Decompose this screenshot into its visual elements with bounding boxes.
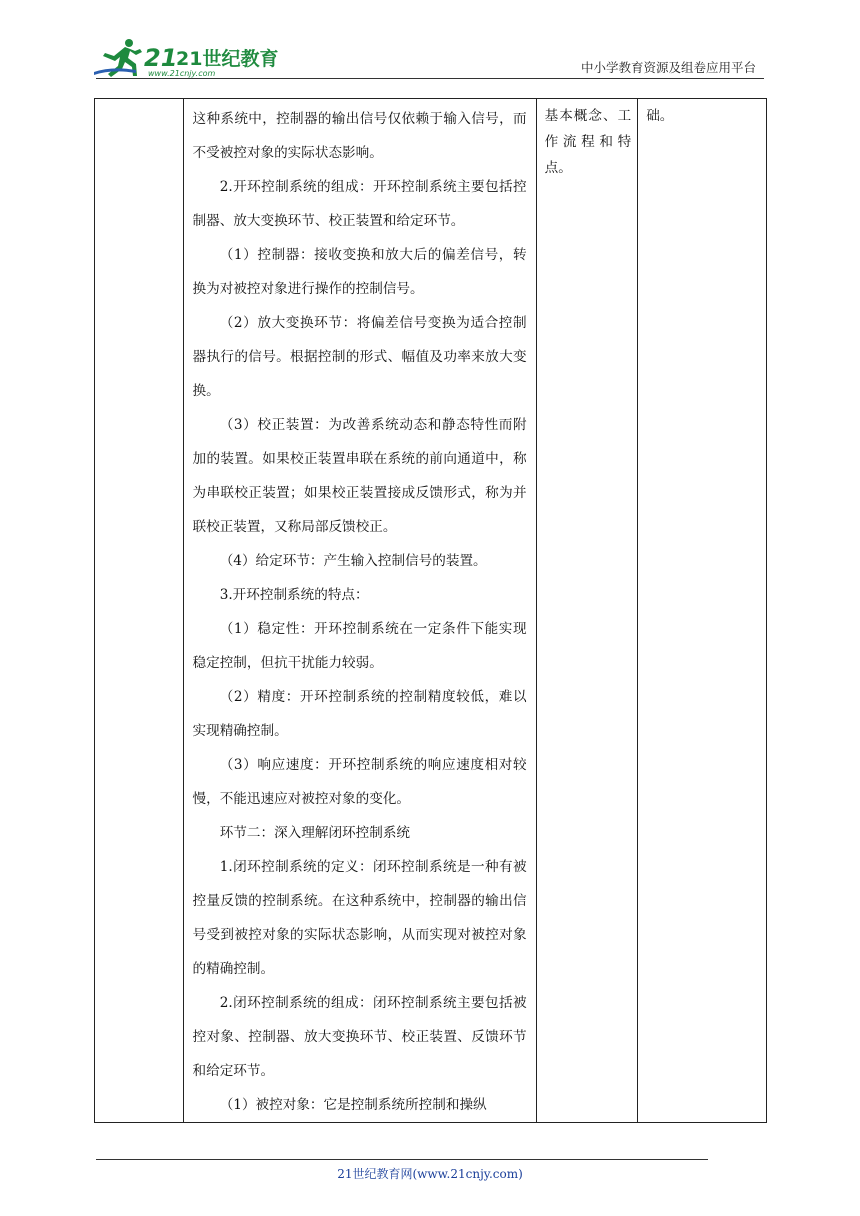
footer-divider (96, 1159, 708, 1160)
footer-link[interactable]: 21世纪教育网(www.21cnjy.com) (337, 1167, 523, 1181)
content-paragraph: （2）精度：开环控制系统的控制精度较低，难以实现精确控制。 (192, 689, 527, 739)
content-paragraph: 这种系统中，控制器的输出信号仅依赖于输入信号，而不受被控对象的实际状态影响。 (192, 111, 527, 161)
content-paragraph: （1）被控对象：它是控制系统所控制和操纵 (219, 1097, 487, 1113)
content-paragraph: 3.开环控制系统的特点： (219, 587, 369, 603)
platform-name: 中小学教育资源及组卷应用平台 (580, 60, 756, 75)
notes-cell (638, 99, 767, 1123)
notes-text: 础。 (646, 108, 674, 124)
teaching-content-cell (183, 99, 536, 1123)
lesson-plan-table (94, 98, 767, 1123)
page-header (0, 0, 860, 80)
section-heading: 环节二：深入理解闭环控制系统 (219, 825, 411, 841)
table-row (95, 99, 767, 1123)
content-paragraph: 2.开环控制系统的组成：开环控制系统主要包括控制器、放大变换环节、校正装置和给定环节。 (192, 179, 527, 229)
runner-icon (94, 39, 142, 77)
objective-cell (536, 99, 638, 1123)
content-paragraph: （1）稳定性：开环控制系统在一定条件下能实现稳定控制，但抗干扰能力较弱。 (192, 621, 527, 671)
svg-text:21世纪教育: 21世纪教育 (176, 48, 279, 70)
content-paragraph: （3）校正装置：为改善系统动态和静态特性而附加的装置。如果校正装置串联在系统的前向通道中，称为串联校正装置；如果校正装置接成反馈形式，称为并联校正装置，又称局部反馈校正。 (192, 417, 527, 535)
site-logo[interactable] (92, 36, 279, 78)
objective-text: 基本概念、工作流程和特点。 (544, 108, 632, 176)
content-paragraph: 1.闭环控制系统的定义：闭环控制系统是一种有被控量反馈的控制系统。在这种系统中，控制器的输出信号受到被控对象的实际状态影响，从而实现对被控对象的精确控制。 (192, 859, 527, 977)
header-divider (96, 78, 764, 79)
content-paragraph: （4）给定环节：产生输入控制信号的装置。 (219, 553, 487, 569)
content-paragraph: （3）响应速度：开环控制系统的响应速度相对较慢，不能迅速应对被控对象的变化。 (192, 757, 527, 807)
content-paragraph: 2.闭环控制系统的组成：闭环控制系统主要包括被控对象、控制器、放大变换环节、校正装置、反馈环节和给定环节。 (192, 995, 527, 1079)
content-paragraph: （1）控制器：接收变换和放大后的偏差信号，转换为对被控对象进行操作的控制信号。 (192, 247, 527, 297)
svg-text:21: 21 (144, 44, 178, 72)
svg-text:www.21cnjy.com: www.21cnjy.com (148, 69, 216, 78)
content-paragraph: （2）放大变换环节：将偏差信号变换为适合控制器执行的信号。根据控制的形式、幅值及功率来放大变换。 (192, 315, 527, 399)
stage-cell (95, 99, 184, 1123)
